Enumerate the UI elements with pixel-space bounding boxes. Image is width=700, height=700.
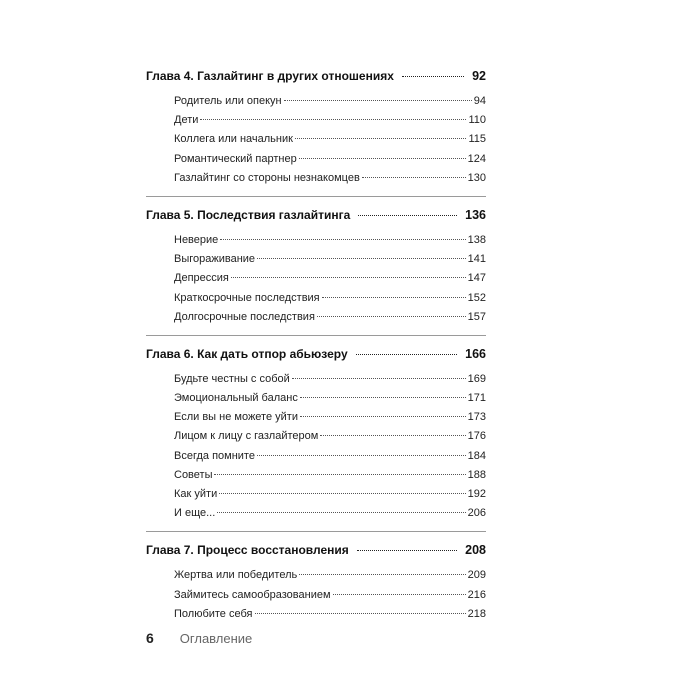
entry-title: Депрессия [174,272,229,285]
entry-title: Будьте честны с собой [174,372,290,385]
entry-page-number: 184 [467,449,486,462]
toc-entry [146,250,486,269]
dot-leader [299,574,465,575]
entry-page-number: 124 [467,152,486,165]
dot-leader [357,550,457,551]
dot-leader [217,512,465,513]
toc-entry [146,370,486,389]
page-footer [146,630,252,646]
toc-entry [146,408,486,427]
chapter-title: Глава 6. Как дать отпор абьюзеру [146,346,348,361]
table-of-contents [146,66,486,624]
entry-title: Если вы не можете уйти [174,411,298,424]
entry-title: Всегда помните [174,449,255,462]
toc-entry [146,427,486,446]
toc-entry [146,308,486,327]
toc-entry [146,130,486,149]
entry-title: Дети [174,114,199,127]
entry-page-number: 138 [467,233,486,246]
chapter-heading [146,205,486,225]
entry-title: Займитесь самообразованием [174,588,331,601]
entry-page-number: 169 [467,372,486,385]
dot-leader [358,215,457,216]
dot-leader [333,594,466,595]
chapter-4-section [146,66,486,196]
chapter-page-number: 92 [472,69,486,83]
entry-title: Выгораживание [174,253,256,266]
dot-leader [257,258,466,259]
entry-title: Коллега или начальник [174,133,293,146]
entry-title: Лицом к лицу с газлайтером [174,430,319,443]
entry-page-number: 157 [467,310,486,323]
chapter-5-section [146,205,486,335]
entry-title: Эмоциональный баланс [174,392,298,405]
dot-leader [300,397,466,398]
entry-page-number: 173 [467,411,486,424]
entry-title: Полюбите себя [174,607,253,620]
dot-leader [322,297,466,298]
dot-leader [356,354,458,355]
toc-entry [146,150,486,169]
entry-title: Краткосрочные последствия [174,291,320,304]
toc-entry [146,111,486,130]
chapter-title: Глава 4. Газлайтинг в других отношениях [146,69,394,83]
entry-page-number: 94 [473,95,486,107]
chapter-title: Глава 5. Последствия газлайтинга [146,207,351,222]
entry-title: Советы [174,468,213,481]
entry-title: Газлайтинг со стороны незнакомцев [174,171,360,184]
chapter-page-number: 136 [465,207,486,222]
entry-page-number: 176 [467,430,486,443]
entry-title: Родитель или опекун [174,95,282,107]
dot-leader [231,277,466,278]
dot-leader [219,493,465,494]
entry-title: Как уйти [174,488,218,500]
toc-entry [146,389,486,408]
dot-leader [362,177,466,178]
chapter-heading [146,540,486,560]
chapter-page-number: 208 [465,543,486,558]
dot-leader [402,76,464,77]
entry-title: Жертва или победитель [174,569,298,582]
toc-entry [146,169,486,188]
dot-leader [300,416,466,417]
dot-leader [299,158,466,159]
toc-entry [146,466,486,485]
dot-leader [257,455,466,456]
running-title: Оглавление [179,631,253,646]
dot-leader [317,316,466,317]
entry-page-number: 147 [467,272,486,285]
entry-page-number: 115 [468,133,486,146]
toc-entry [146,231,486,250]
entry-page-number: 206 [467,507,486,520]
entry-title: Неверие [174,233,219,246]
chapter-7-section [146,540,486,624]
toc-entry [146,447,486,466]
entry-page-number: 188 [467,468,486,481]
toc-entry [146,504,486,523]
page-number: 6 [146,630,154,646]
dot-leader [200,119,466,120]
chapter-page-number: 166 [465,346,486,361]
entry-page-number: 192 [467,488,486,500]
entry-page-number: 171 [467,392,486,405]
toc-entry [146,605,486,624]
dot-leader [255,613,466,614]
toc-entry [146,566,486,585]
entry-title: Долгосрочные последствия [174,310,315,323]
entry-page-number: 141 [467,253,486,266]
toc-entry [146,289,486,308]
toc-entry [146,269,486,288]
dot-leader [284,100,472,101]
dot-leader [220,239,465,240]
entry-page-number: 130 [467,171,486,184]
chapter-6-section [146,344,486,532]
chapter-heading [146,344,486,364]
entry-page-number: 216 [467,588,486,601]
entry-page-number: 218 [467,607,486,620]
entry-page-number: 110 [468,114,486,127]
entry-page-number: 209 [467,569,486,582]
entry-page-number: 152 [467,291,486,304]
dot-leader [320,435,465,436]
dot-leader [295,138,467,139]
entry-title: И еще... [174,507,216,520]
dot-leader [214,474,465,475]
dot-leader [292,378,466,379]
toc-entry [146,586,486,605]
toc-entry [146,485,486,504]
entry-title: Романтический партнер [174,152,297,165]
chapter-heading [146,66,486,86]
chapter-title: Глава 7. Процесс восстановления [146,543,349,558]
toc-entry [146,92,486,111]
